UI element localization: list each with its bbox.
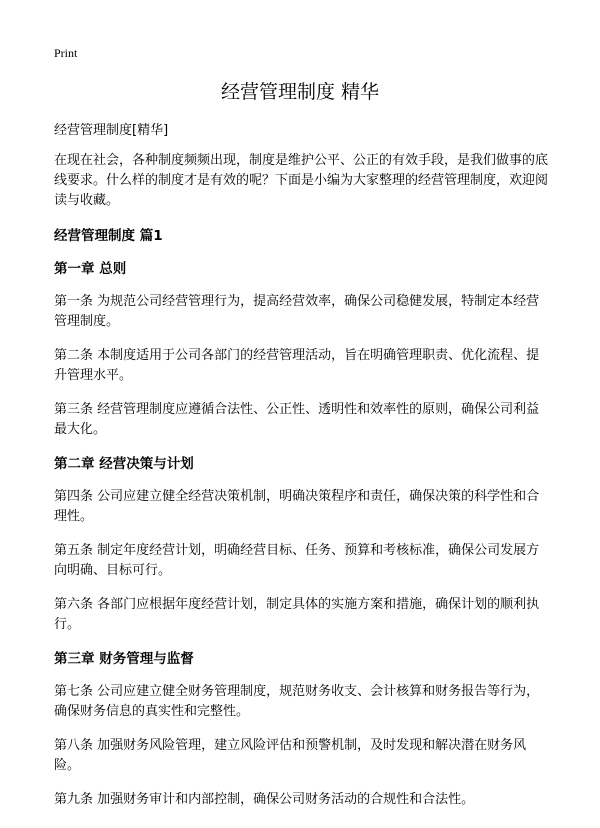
article-paragraph: 第七条 公司应建立健全财务管理制度，规范财务收支、会计核算和财务报告等行为，确保财务信息的真实性和完整性。 — [54, 684, 540, 719]
chapter-heading: 第二章 经营决策与计划 — [54, 456, 194, 472]
article-paragraph: 第三条 经营管理制度应遵循合法性、公正性、透明性和效率性的原则，确保公司利益最大化。 — [54, 402, 540, 437]
print-link[interactable]: Print — [54, 46, 78, 60]
document-subtitle: 经营管理制度[精华] — [54, 123, 169, 138]
chapter-heading: 第三章 财务管理与监督 — [54, 651, 194, 667]
article-paragraph: 第一条 为规范公司经营管理行为，提高经营效率，确保公司稳健发展，特制定本经营管理制度。 — [54, 294, 540, 329]
chapter-heading: 第一章 总则 — [54, 261, 127, 277]
page-title: 经营管理制度 精华 — [220, 81, 380, 103]
article-paragraph: 第八条 加强财务风险管理，建立风险评估和预警机制，及时发现和解决潜在财务风险。 — [54, 738, 527, 773]
intro-paragraph: 在现在社会，各种制度频频出现，制度是维护公平、公正的有效手段，是我们做事的底线要求。什么样的制度才是有效的呢？下面是小编为大家整理的经营管理制度，欢迎阅读与收藏。 — [54, 153, 549, 208]
article-paragraph: 第二条 本制度适用于公司各部门的经营管理活动，旨在明确管理职责、优化流程、提升管理水平。 — [54, 348, 540, 383]
article-paragraph: 第五条 制定年度经营计划，明确经营目标、任务、预算和考核标准，确保公司发展方向明确、目标可行。 — [54, 543, 540, 578]
article-paragraph: 第四条 公司应建立健全经营决策机制，明确决策程序和责任，确保决策的科学性和合理性。 — [54, 489, 540, 524]
section-heading: 经营管理制度 篇1 — [54, 228, 163, 244]
article-paragraph: 第九条 加强财务审计和内部控制，确保公司财务活动的合规性和合法性。 — [54, 792, 475, 807]
article-paragraph: 第六条 各部门应根据年度经营计划，制定具体的实施方案和措施，确保计划的顺利执行。 — [54, 597, 540, 632]
document-body — [54, 121, 548, 824]
